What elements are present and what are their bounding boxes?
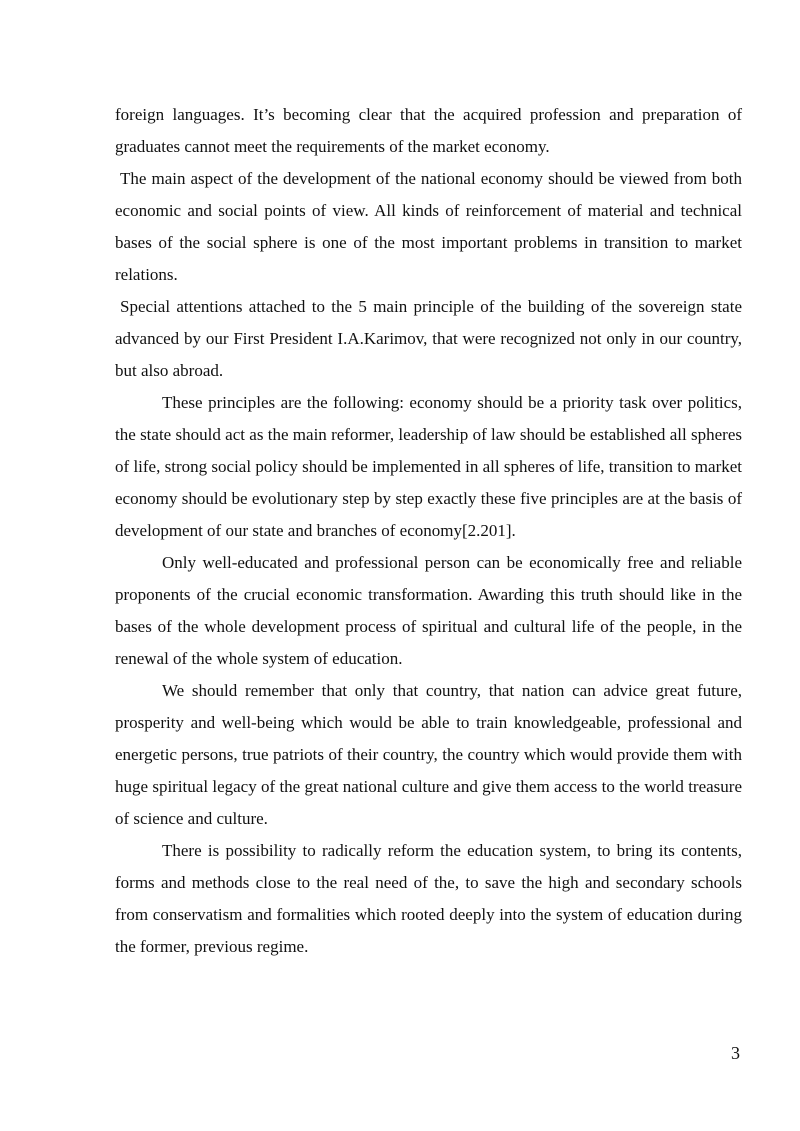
paragraph-economy-aspect: The main aspect of the development of the national economy should be viewed from both economic and social points of view. All kinds of reinforcement of material and technical bases of the social sphere is one of the most important problems in transition to market relations. (115, 169, 742, 284)
paragraph-five-principles-intro: Special attentions attached to the 5 main principle of the building of the sovereign state advanced by our First President I.A.Karimov, that were recognized not only in our country, but also abroad. (115, 297, 742, 380)
document-body (115, 99, 742, 963)
page-number: 3 (731, 1043, 740, 1063)
paragraph-nation-future: We should remember that only that country, that nation can advice great future, prosperity and well-being which would be able to train knowledgeable, professional and energetic persons, true patriots of their country, the country which would provide them with huge spiritual legacy of the great national culture and give them access to the world treasure of science and culture. (115, 681, 742, 828)
paragraph-educated-person: Only well-educated and professional person can be economically free and reliable proponents of the crucial economic transformation. Awarding this truth should like in the bases of the whole development process of spiritual and cultural life of the people, in the renewal of the whole system of education. (115, 553, 742, 668)
paragraph-education-reform: There is possibility to radically reform the education system, to bring its contents, forms and methods close to the real need of the, to save the high and secondary schools from conservatism and formalities which rooted deeply into the system of education during the former, previous regime. (115, 841, 742, 956)
paragraph-principles-list: These principles are the following: economy should be a priority task over politics, the state should act as the main reformer, leadership of law should be established all spheres of life, strong social policy should be implemented in all spheres of life, transition to market economy should be evolutionary step by step exactly these five principles are at the basis of development of our state and branches of economy[2.201]. (115, 393, 742, 540)
paragraph-continuation: foreign languages. It’s becoming clear that the acquired profession and preparation of graduates cannot meet the requirements of the market economy. (115, 105, 742, 156)
